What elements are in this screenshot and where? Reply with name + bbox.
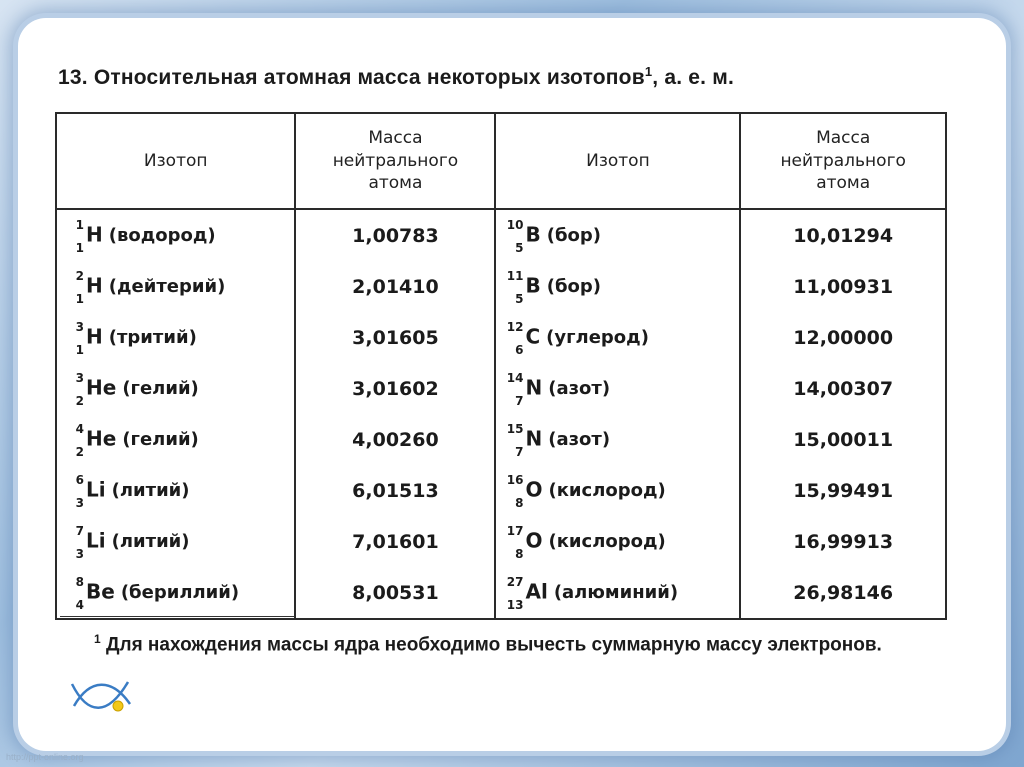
isotope-table (55, 112, 947, 620)
atomic-mass-value: 6,01513 (295, 465, 495, 516)
isotope-name: (гелий) (122, 429, 199, 450)
isotope-cell (56, 465, 295, 516)
nuclide-notation (504, 217, 524, 255)
mass-number: 17 (506, 523, 524, 538)
atomic-mass-value: 12,00000 (740, 312, 946, 363)
atomic-mass-value: 14,00307 (740, 363, 946, 414)
mass-number: 10 (506, 217, 524, 232)
element-symbol: O (525, 477, 543, 501)
atomic-mass-value: 3,01605 (295, 312, 495, 363)
element-symbol: O (525, 528, 543, 552)
isotope-name: (азот) (548, 429, 611, 450)
isotope-name: (азот) (548, 378, 611, 399)
atomic-number: 5 (515, 240, 524, 255)
isotope-name: (углерод) (546, 327, 649, 348)
nuclide-notation (65, 370, 85, 408)
nuclide-notation (65, 574, 85, 612)
nuclide-notation (65, 217, 85, 255)
isotope-cell (56, 209, 295, 261)
header-mass-left (295, 113, 495, 209)
isotope-cell (56, 567, 295, 619)
mass-number: 7 (75, 523, 84, 538)
isotope-cell (495, 209, 740, 261)
mass-number: 16 (506, 472, 524, 487)
isotope-cell (56, 261, 295, 312)
isotope-name: (тритий) (108, 327, 197, 348)
isotope-name: (водород) (108, 225, 216, 246)
element-symbol: H (86, 324, 103, 348)
table-row (56, 261, 946, 312)
footnote-text: Для нахождения массы ядра необходимо вычесть суммарную массу электронов. (100, 634, 882, 656)
atomic-number: 1 (75, 342, 84, 357)
isotope-name: (бор) (546, 276, 601, 297)
nuclide-notation (65, 472, 85, 510)
atomic-number: 8 (515, 546, 524, 561)
atomic-mass-value: 4,00260 (295, 414, 495, 465)
atomic-mass-value: 26,98146 (740, 567, 946, 619)
element-symbol: He (86, 426, 117, 450)
header-row (56, 113, 946, 209)
atomic-number: 5 (515, 291, 524, 306)
nuclide-notation (504, 370, 524, 408)
atomic-number: 6 (515, 342, 524, 357)
isotope-name: (литий) (111, 480, 190, 501)
footnote-separator (60, 616, 295, 617)
mass-number: 14 (506, 370, 524, 385)
mass-number: 1 (75, 217, 84, 232)
mass-number: 2 (75, 268, 84, 283)
isotope-name: (бериллий) (120, 582, 240, 603)
element-symbol: B (525, 222, 541, 246)
element-symbol: Be (86, 579, 115, 603)
isotope-name: (кислород) (548, 480, 666, 501)
nuclide-notation (65, 421, 85, 459)
publisher-logo-icon (68, 676, 138, 716)
mass-number: 15 (506, 421, 524, 436)
header-mass-right-text: Масса нейтрального атома (780, 127, 906, 194)
nuclide-notation (504, 268, 524, 306)
table-title (58, 64, 998, 90)
footnote (60, 632, 960, 658)
isotope-name: (дейтерий) (108, 276, 226, 297)
isotope-cell (495, 567, 740, 619)
nuclide-notation (504, 574, 524, 612)
table-row (56, 363, 946, 414)
table-row (56, 414, 946, 465)
nuclide-notation (504, 421, 524, 459)
isotope-name: (бор) (546, 225, 601, 246)
header-mass-left-text: Масса нейтрального атома (332, 127, 459, 194)
element-symbol: H (86, 273, 103, 297)
atomic-mass-value: 8,00531 (295, 567, 495, 619)
isotope-name: (алюминий) (553, 582, 679, 603)
atomic-number: 1 (75, 291, 84, 306)
nuclide-notation (504, 472, 524, 510)
isotope-cell (56, 414, 295, 465)
atomic-mass-value: 2,01410 (295, 261, 495, 312)
watermark: http://ppt-online.org (6, 752, 84, 762)
element-symbol: C (525, 324, 541, 348)
table-row (56, 312, 946, 363)
element-symbol: B (525, 273, 541, 297)
isotope-cell (495, 414, 740, 465)
atomic-number: 3 (75, 495, 84, 510)
mass-number: 11 (506, 268, 524, 283)
nuclide-notation (65, 268, 85, 306)
isotope-cell (495, 261, 740, 312)
element-symbol: He (86, 375, 117, 399)
atomic-number: 2 (75, 393, 84, 408)
table-row (56, 516, 946, 567)
mass-number: 3 (75, 319, 84, 334)
table-row (56, 209, 946, 261)
atomic-mass-value: 16,99913 (740, 516, 946, 567)
atomic-number: 4 (75, 597, 84, 612)
isotope-name: (литий) (111, 531, 190, 552)
atomic-number: 7 (515, 393, 524, 408)
element-symbol: Li (86, 477, 106, 501)
element-symbol: H (86, 222, 103, 246)
atomic-mass-value: 10,01294 (740, 209, 946, 261)
atomic-mass-value: 11,00931 (740, 261, 946, 312)
mass-number: 6 (75, 472, 84, 487)
element-symbol: Al (525, 579, 548, 603)
element-symbol: Li (86, 528, 106, 552)
isotope-cell (56, 312, 295, 363)
atomic-mass-value: 15,99491 (740, 465, 946, 516)
mass-number: 8 (75, 574, 84, 589)
isotope-cell (495, 363, 740, 414)
mass-number: 12 (506, 319, 524, 334)
element-symbol: N (525, 375, 543, 399)
atomic-mass-value: 1,00783 (295, 209, 495, 261)
isotope-cell (495, 312, 740, 363)
mass-number: 27 (506, 574, 524, 589)
title-footnote-mark: 1 (644, 64, 653, 79)
element-symbol: N (525, 426, 543, 450)
isotope-cell (495, 465, 740, 516)
nuclide-notation (504, 523, 524, 561)
atomic-number: 7 (515, 444, 524, 459)
nuclide-notation (65, 319, 85, 357)
table-row (56, 465, 946, 516)
atomic-mass-value: 7,01601 (295, 516, 495, 567)
mass-number: 3 (75, 370, 84, 385)
atomic-number: 1 (75, 240, 84, 255)
nuclide-notation (65, 523, 85, 561)
atomic-number: 3 (75, 546, 84, 561)
isotope-cell (56, 516, 295, 567)
atomic-mass-value: 15,00011 (740, 414, 946, 465)
isotope-name: (гелий) (122, 378, 199, 399)
table-row (56, 567, 946, 619)
footnote-mark: 1 (94, 632, 101, 646)
isotope-name: (кислород) (548, 531, 666, 552)
title-units: , а. е. м. (652, 66, 734, 89)
mass-number: 4 (75, 421, 84, 436)
nuclide-notation (504, 319, 524, 357)
isotope-cell (495, 516, 740, 567)
atomic-mass-value: 3,01602 (295, 363, 495, 414)
header-mass-right (740, 113, 946, 209)
atomic-number: 8 (515, 495, 524, 510)
title-text: 13. Относительная атомная масса некоторых изотопов (58, 66, 645, 89)
atomic-number: 2 (75, 444, 84, 459)
header-isotope-right: Изотоп (495, 113, 740, 209)
atomic-number: 13 (506, 597, 524, 612)
isotope-cell (56, 363, 295, 414)
header-isotope-left: Изотоп (56, 113, 295, 209)
